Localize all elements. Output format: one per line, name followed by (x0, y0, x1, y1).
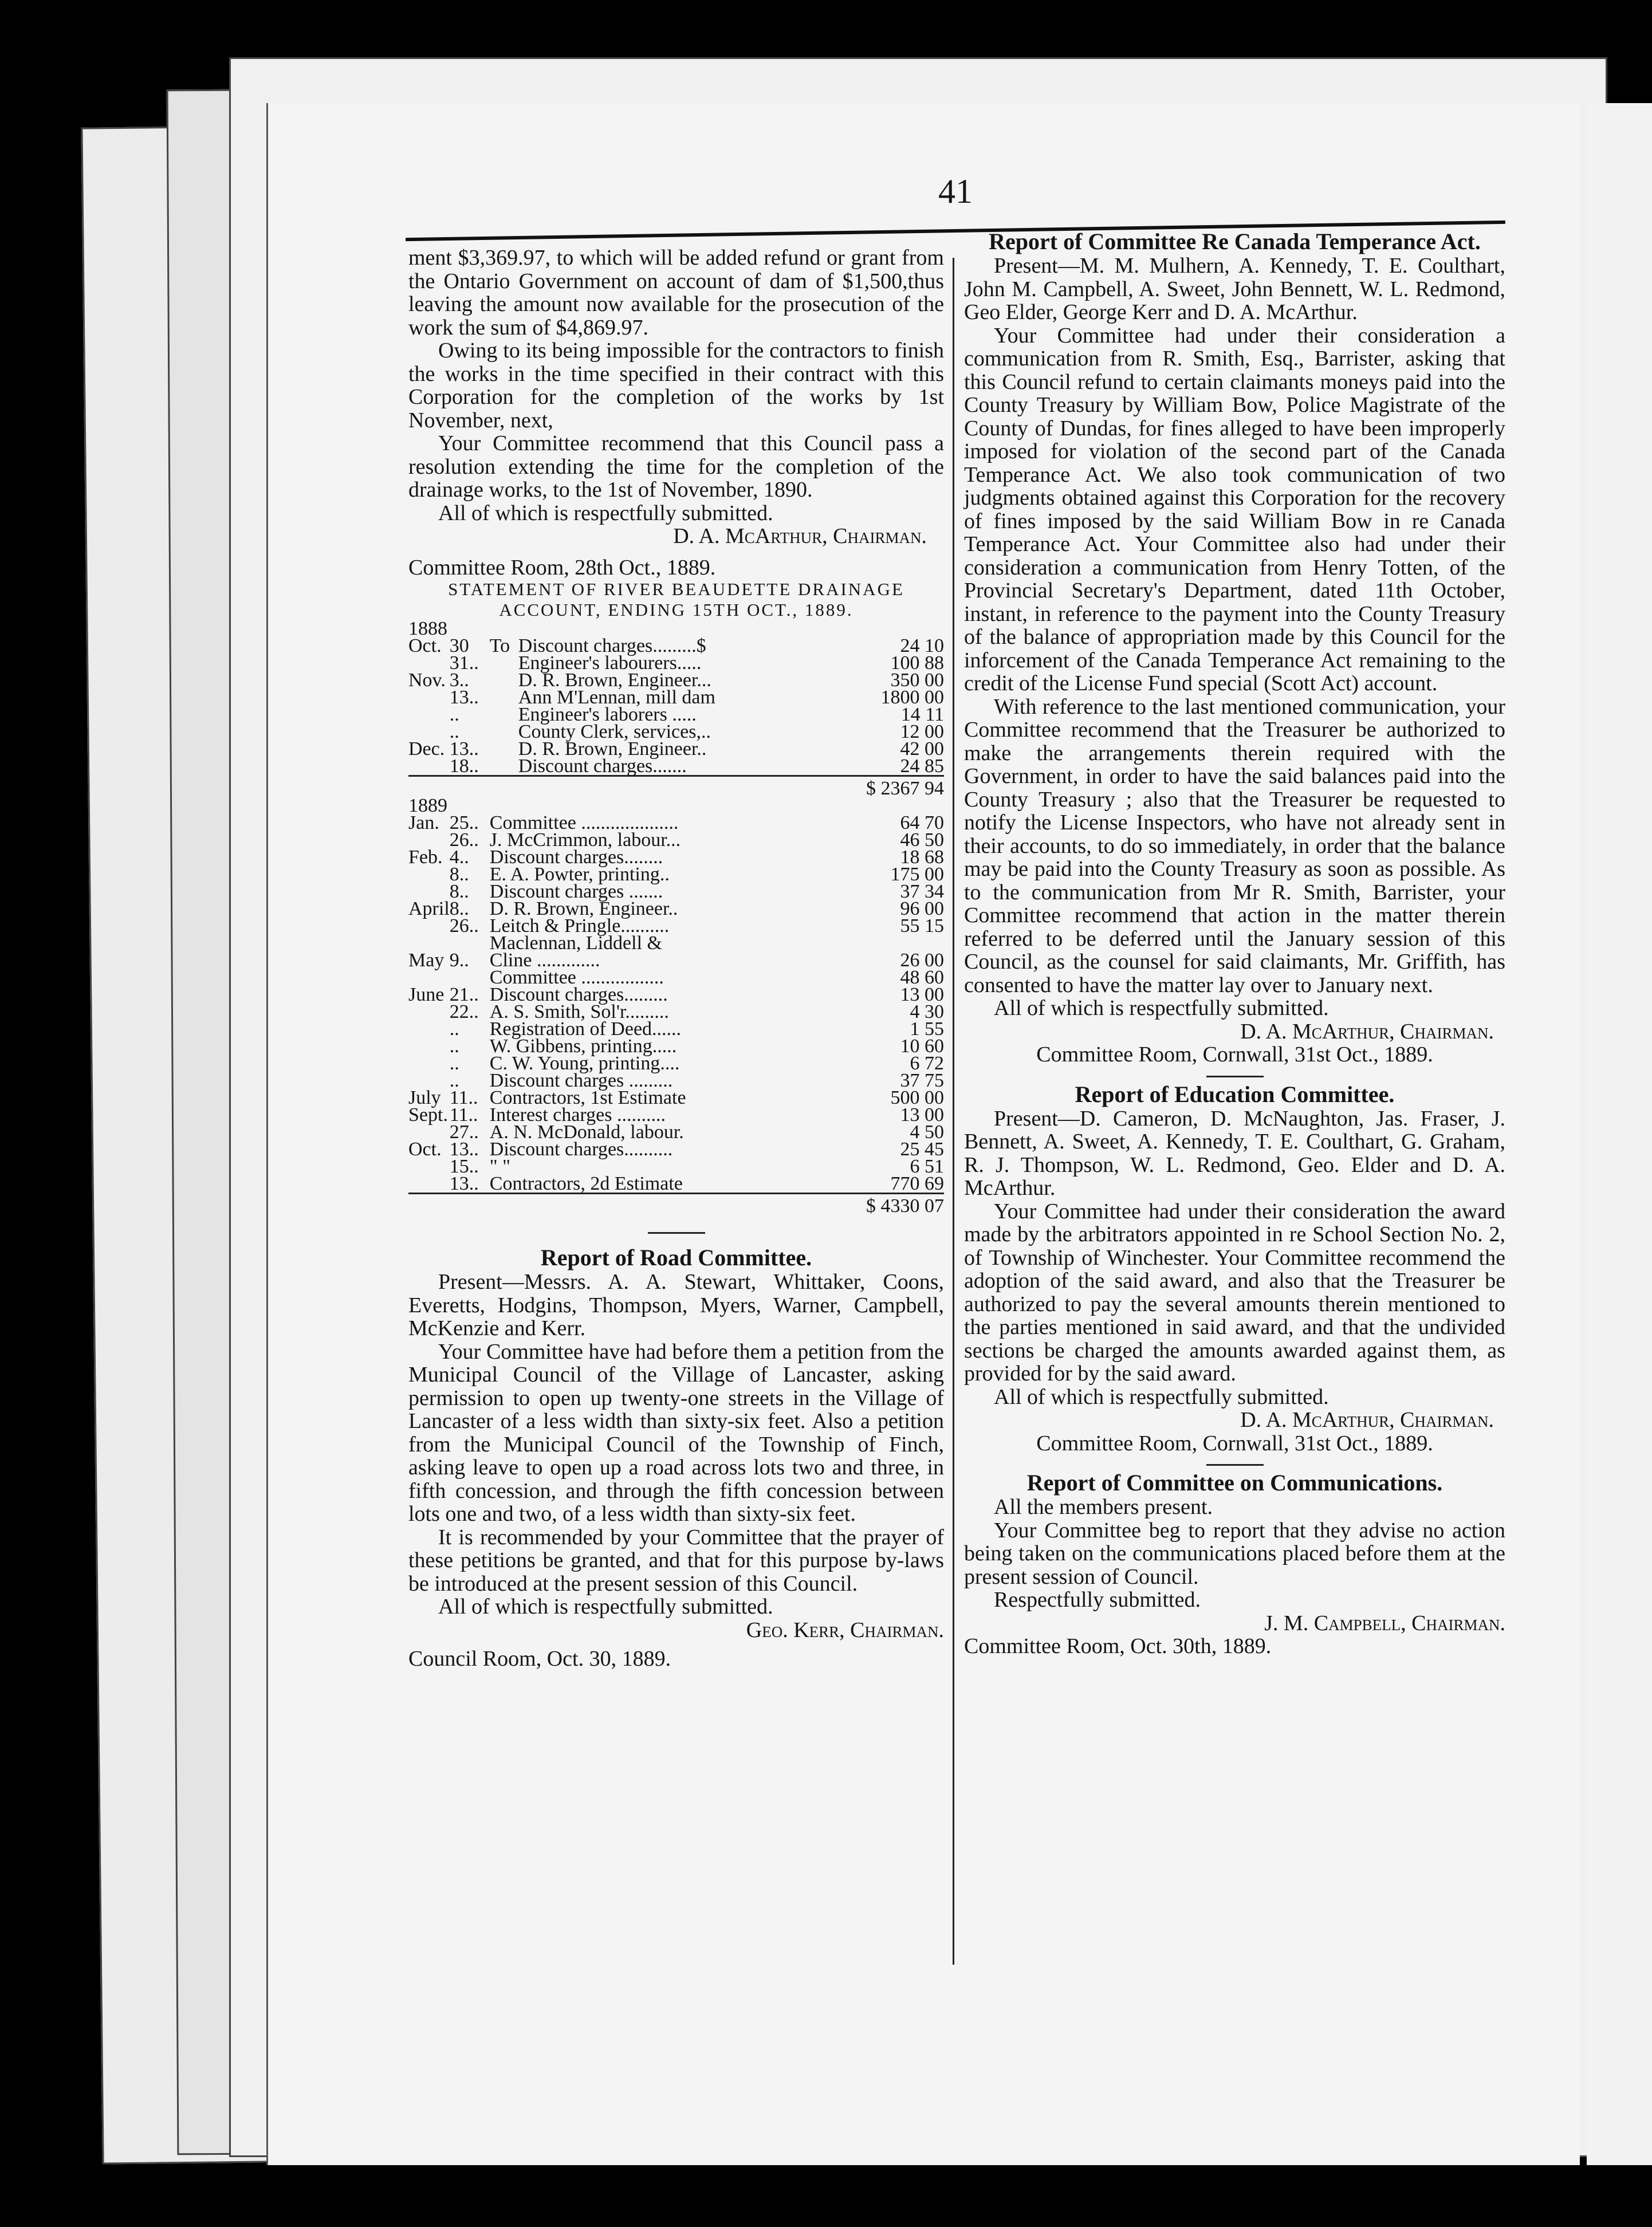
page-number: 41 (938, 172, 973, 210)
account-row (408, 952, 944, 969)
account-cell-d: 13.. (449, 1173, 479, 1194)
account-cell-m: Oct. (408, 1139, 442, 1160)
account-cell-amt: 1 55 (910, 1018, 944, 1040)
account-cell-amt: 26 00 (900, 950, 944, 971)
place-date: Committee Room, Oct. 30th, 1889. (964, 1634, 1272, 1658)
account-cell-m: Dec. (408, 738, 445, 760)
account-cell-desc: Interest charges .......... (489, 1104, 666, 1126)
account-cell-desc: A. S. Smith, Sol'r......... (489, 1001, 669, 1022)
statement-title: STATEMENT OF RIVER BEAUDETTE DRAINAGE ACCOUNT, ENDING 15TH OCT., 1889. (448, 579, 904, 620)
paragraph: All of which is respectfully submitted. (994, 1384, 1329, 1409)
account-cell-m: 1888 (408, 618, 447, 639)
account-cell-m: Jan. (408, 812, 439, 833)
account-cell-amt: 46 50 (900, 829, 944, 851)
account-row (408, 1055, 944, 1072)
account-cell-desc: W. Gibbens, printing..... (489, 1036, 677, 1057)
account-cell-desc: Discount charges....... (518, 756, 687, 777)
paragraph: Present—M. M. Mulhern, A. Kennedy, T. E. Coulthart, John M. Campbell, A. Sweet, John Bennett, W. L. Redmond, Geo Elder, George Kerr and D. A. McArthur. (964, 254, 1505, 324)
account-cell-m: Feb. (408, 847, 443, 868)
account-cell-d: .. (449, 1053, 459, 1074)
account-cell-m (408, 918, 450, 935)
account-cell-amt: 24 85 (900, 756, 944, 777)
place-date: Committee Room, 28th Oct., 1889. (408, 555, 716, 580)
paragraph: Present—Messrs. A. A. Stewart, Whittaker, Coons, Everetts, Hodgins, Thompson, Myers, Warner, Campbell, McKenzie and Kerr. (408, 1270, 944, 1340)
paragraph: Your Committee had under their consideration a communication from R. Smith, Esq., Barrister, asking that this Council refund to certain claimants moneys paid into the County Treasury by William Bow, Police Magistrate of the County of Dundas, for fines alleged to have been improperly imposed for violation of the second part of the Canada Temperance Act. We also took communication of two judgments obtained against this Corporation for the recovery of fines imposed by the said William Bow in re Canada Temperance Act. Your Committee also had under their consideration a communication from Henry Totten, of the Provincial Secretary's Department, dated 11th October, instant, in reference to the payment into the County Treasury of the balance of appropriation made by this Council for the inforcement of the Canada Temperance Act remaining to the credit of the License Fund special (Scott Act) account. (964, 323, 1505, 695)
account-cell-to (490, 741, 518, 758)
account-row (408, 1089, 944, 1107)
account-cell-m (408, 1175, 450, 1194)
account-cell-desc: J. McCrimmon, labour... (489, 829, 681, 851)
account-cell-to (490, 706, 518, 723)
account-cell-d: 22.. (449, 1001, 479, 1022)
account-cell-d: 13.. (449, 738, 479, 760)
account-cell-desc: Committee .................... (489, 812, 679, 833)
separator-rule (648, 1232, 705, 1234)
left-column (408, 246, 944, 1671)
account-cell-d: 18.. (449, 756, 479, 777)
account-cell-m: July (408, 1087, 441, 1108)
account-cell-desc: Discount charges ....... (489, 881, 663, 902)
account-cell-desc: D. R. Brown, Engineer... (518, 670, 711, 691)
account-row (408, 866, 944, 883)
account-cell-amt: 4 30 (910, 1001, 944, 1022)
account-cell-m: June (408, 984, 445, 1005)
account-cell-m (408, 866, 450, 883)
account-cell-d: 8.. (449, 898, 469, 919)
account-row (408, 832, 944, 849)
signature: D. A. McArthur, Chairman. (1240, 1408, 1494, 1432)
account-table (408, 620, 944, 1215)
account-row (408, 1124, 944, 1141)
account-cell-to (490, 672, 518, 689)
account-cell-desc: Committee ................. (489, 967, 664, 988)
account-cell-to (490, 758, 518, 776)
paragraph: Respectfully submitted. (994, 1588, 1201, 1612)
account-cell-m (408, 758, 450, 776)
account-cell-amt: 500 00 (890, 1087, 944, 1108)
account-cell-desc: Discount charges........ (489, 847, 663, 868)
signature: D. A. McArthur, Chairman. (1240, 1019, 1494, 1044)
column-divider (953, 258, 954, 1965)
account-cell-amt: 37 75 (900, 1070, 944, 1091)
account-cell-to (490, 655, 518, 672)
account-cell-desc: County Clerk, services,.. (518, 721, 711, 742)
account-cell-d: 21.. (449, 984, 479, 1005)
account-cell-desc: Discount charges.........$ (518, 635, 706, 656)
account-cell-amt: 18 68 (900, 847, 944, 868)
account-cell-amt: 13 00 (900, 984, 944, 1005)
account-cell-to: To (489, 635, 510, 656)
account-cell-d: 25.. (449, 812, 479, 833)
account-cell-d: 3.. (449, 670, 469, 691)
account-row (408, 900, 944, 918)
account-cell-amt: 10 60 (900, 1036, 944, 1057)
account-cell-d: .. (449, 721, 459, 742)
account-cell-desc: Cline ............. (489, 950, 600, 971)
account-cell-desc: D. R. Brown, Engineer.. (489, 898, 678, 919)
facing-page-edge (1587, 103, 1652, 2165)
account-cell-m: Nov. (408, 670, 446, 691)
account-cell-amt: 96 00 (900, 898, 944, 919)
account-cell-desc: Discount charges.......... (489, 1139, 673, 1160)
account-cell-d: 9.. (449, 950, 469, 971)
account-cell-m: May (408, 950, 445, 971)
place-date: Council Room, Oct. 30, 1889. (408, 1647, 671, 1671)
paragraph: With reference to the last mentioned communication, your Committee recommend that the Treasurer be authorized to make the arrangements therein required with the Government, in order to have the said balances paid into the County Treasury ; also that the Treasurer be requested to notify the License Inspectors, who have not already sent in their accounts, to do so immediately, in order that the balance may be paid into the County Treasury as soon as possible. As to the communication from Mr R. Smith, Barrister, your Committee recommend that action in the matter therein referred to be deferred until the January session of this Council, as the counsel for said claimants, Mr. Griffith, has consented to have the matter lay over to January next. (964, 694, 1505, 997)
account-row (408, 935, 944, 952)
account-cell-amt: 175 00 (890, 864, 944, 885)
separator-rule (1206, 1076, 1264, 1077)
paragraph: All the members present. (994, 1495, 1213, 1519)
account-cell-desc: Engineer's labourers..... (518, 652, 702, 674)
total-row (408, 1194, 944, 1215)
account-cell-d: 8.. (449, 864, 469, 885)
account-cell-amt: 6 51 (910, 1156, 944, 1177)
place-date: Committee Room, Cornwall, 31st Oct., 1889. (1036, 1042, 1433, 1067)
account-cell-amt: 55 15 (900, 915, 944, 937)
paragraph: Owing to its being impossible for the contractors to finish the works in the time specified in their contract with this Corporation for the completion of the works by 1st November, next, (408, 339, 944, 432)
account-cell-d: 8.. (449, 881, 469, 902)
section-heading: Report of Committee on Communications. (1026, 1470, 1443, 1496)
paragraph: Your Committee have had before them a petition from the Municipal Council of the Village of Lancaster, asking permission to open up twenty-one streets in the Village of Lancaster of a less width than sixty-six feet. Also a petition from the Municipal Council of the Township of Finch, asking leave to open up a road across lots two and three, in fifth concession, and through the fifth concession between lots one and two, of a less width than sixty-six feet. (408, 1339, 944, 1526)
paragraph: All of which is respectfully submitted. (994, 996, 1329, 1020)
account-cell-desc: " " (489, 1156, 511, 1177)
account-cell-desc: Discount charges ......... (489, 1070, 673, 1091)
account-cell-d: 26.. (449, 915, 479, 937)
paragraph: All of which is respectfully submitted. (438, 501, 773, 525)
account-cell-d: 27.. (449, 1122, 479, 1143)
right-column (964, 229, 1505, 1658)
account-cell-d: .. (449, 1070, 459, 1091)
account-cell-m (408, 1038, 450, 1055)
account-cell-d: 13.. (449, 687, 479, 708)
account-cell-amt: 37 34 (900, 881, 944, 902)
account-cell-d: 4.. (449, 847, 469, 868)
account-cell-amt: 350 00 (890, 670, 944, 691)
account-cell-desc: Maclennan, Liddell & (489, 932, 662, 954)
account-cell-desc: C. W. Young, printing.... (489, 1053, 680, 1074)
account-cell-d: 13.. (449, 1139, 479, 1160)
account-cell-m: 1889 (408, 795, 447, 816)
account-cell-amt: 12 00 (900, 721, 944, 742)
account-row (408, 918, 944, 935)
subtotal-value: $ 2367 94 (408, 776, 944, 798)
account-cell-amt: 6 72 (910, 1053, 944, 1074)
account-cell-amt: 25 45 (900, 1139, 944, 1160)
account-cell-amt: 24 10 (900, 635, 944, 656)
account-cell-m: Oct. (408, 635, 442, 656)
account-cell-amt: 1800 00 (880, 687, 944, 708)
signature: J. M. Campbell, Chairman. (1264, 1611, 1505, 1635)
account-cell-desc: Registration of Deed...... (489, 1018, 682, 1040)
account-cell-amt: 48 60 (900, 967, 944, 988)
subtotal-row (408, 776, 944, 798)
account-row (408, 986, 944, 1004)
section-heading: Report of Committee Re Canada Temperance Act. (989, 229, 1481, 254)
account-row (408, 758, 944, 776)
account-cell-amt: 4 50 (910, 1122, 944, 1143)
account-row (408, 1141, 944, 1158)
paragraph: It is recommended by your Committee that the prayer of these petitions be granted, and that for this purpose by-laws be introduced at the present session of this Council. (408, 1525, 944, 1596)
account-cell-amt: 14 11 (900, 704, 944, 725)
account-cell-d: .. (449, 1036, 459, 1057)
account-cell-amt: 42 00 (900, 738, 944, 760)
paragraph: Your Committee had under their consideration the award made by the arbitrators appointed in re School Section No. 2, of Township of Winchester. Your Committee recommend the adoption of the said award, and also that the Treasurer be authorized to pay the several amounts therein mentioned to the parties mentioned in said award, and that the undivided sections be charged the amounts awarded against them, as provided for by the said award. (964, 1199, 1505, 1386)
account-cell-amt: 64 70 (900, 812, 944, 833)
account-cell-amt: 13 00 (900, 1104, 944, 1126)
account-cell-m (408, 1004, 450, 1021)
account-cell-desc: Engineer's laborers ..... (518, 704, 697, 725)
paragraph: All of which is respectfully submitted. (438, 1595, 773, 1619)
account-cell-d: 11.. (449, 1087, 478, 1108)
book-page (266, 103, 1580, 2165)
total-value: $ 4330 07 (408, 1194, 944, 1215)
account-row (408, 969, 944, 986)
signature: Geo. Kerr, Chairman. (746, 1618, 944, 1642)
account-cell-desc: Discount charges......... (489, 984, 668, 1005)
account-cell-m (408, 689, 450, 706)
separator-rule (1206, 1464, 1264, 1466)
account-cell-desc: Contractors, 2d Estimate (489, 1173, 683, 1194)
account-cell-desc: D. R. Brown, Engineer.. (518, 738, 707, 760)
account-cell-desc: E. A. Powter, printing.. (489, 864, 670, 885)
account-cell-m (408, 1158, 450, 1175)
paragraph: Your Committee recommend that this Council pass a resolution extending the time for the completion of the drainage works, to the 1st of November, 1890. (408, 431, 944, 502)
account-cell-amt: 770 69 (890, 1173, 944, 1194)
signature: D. A. McArthur, Chairman. (673, 524, 927, 548)
account-cell-m (408, 706, 450, 723)
account-cell-to (490, 723, 518, 741)
place-date: Committee Room, Cornwall, 31st Oct., 1889. (1036, 1431, 1433, 1455)
account-cell-m: Sept. (408, 1104, 448, 1126)
account-cell-to (490, 689, 518, 706)
account-cell-m: April (408, 898, 450, 919)
account-cell-desc: Contractors, 1st Estimate (489, 1087, 686, 1108)
paragraph: Present—D. Cameron, D. McNaughton, Jas. Fraser, J. Bennett, A. Sweet, A. Kennedy, T. E. Coulthart, G. Graham, R. J. Thompson, W. L. Redmond, Geo. Elder and D. A. McArthur. (964, 1106, 1505, 1200)
account-cell-amt: 100 88 (890, 652, 944, 674)
account-cell-desc: Leitch & Pringle.......... (489, 915, 670, 937)
account-cell-d: .. (449, 1018, 459, 1040)
account-cell-d: 30 (449, 635, 469, 656)
account-cell-m (408, 1055, 450, 1072)
account-cell-d: 31.. (449, 652, 479, 674)
account-cell-d: 26.. (449, 829, 479, 851)
account-cell-d: 11.. (449, 1104, 478, 1126)
account-cell-desc: Ann M'Lennan, mill dam (518, 687, 715, 708)
section-heading: Report of Road Committee. (540, 1245, 812, 1270)
account-cell-d: 15.. (449, 1156, 479, 1177)
section-heading: Report of Education Committee. (1075, 1081, 1395, 1107)
account-cell-m (408, 1021, 450, 1038)
account-cell-d: .. (449, 704, 459, 725)
account-row (408, 849, 944, 866)
account-row (408, 1175, 944, 1194)
paragraph: ment $3,369.97, to which will be added refund or grant from the Ontario Government on account of dam of $1,500,thus leaving the amount now available for the prosecution of the work the sum of $4,869.97. (408, 246, 944, 340)
paragraph: Your Committee beg to report that they advise no action being taken on the communications placed before them at the present session of Council. (964, 1518, 1505, 1589)
account-cell-desc: A. N. McDonald, labour. (489, 1122, 684, 1143)
